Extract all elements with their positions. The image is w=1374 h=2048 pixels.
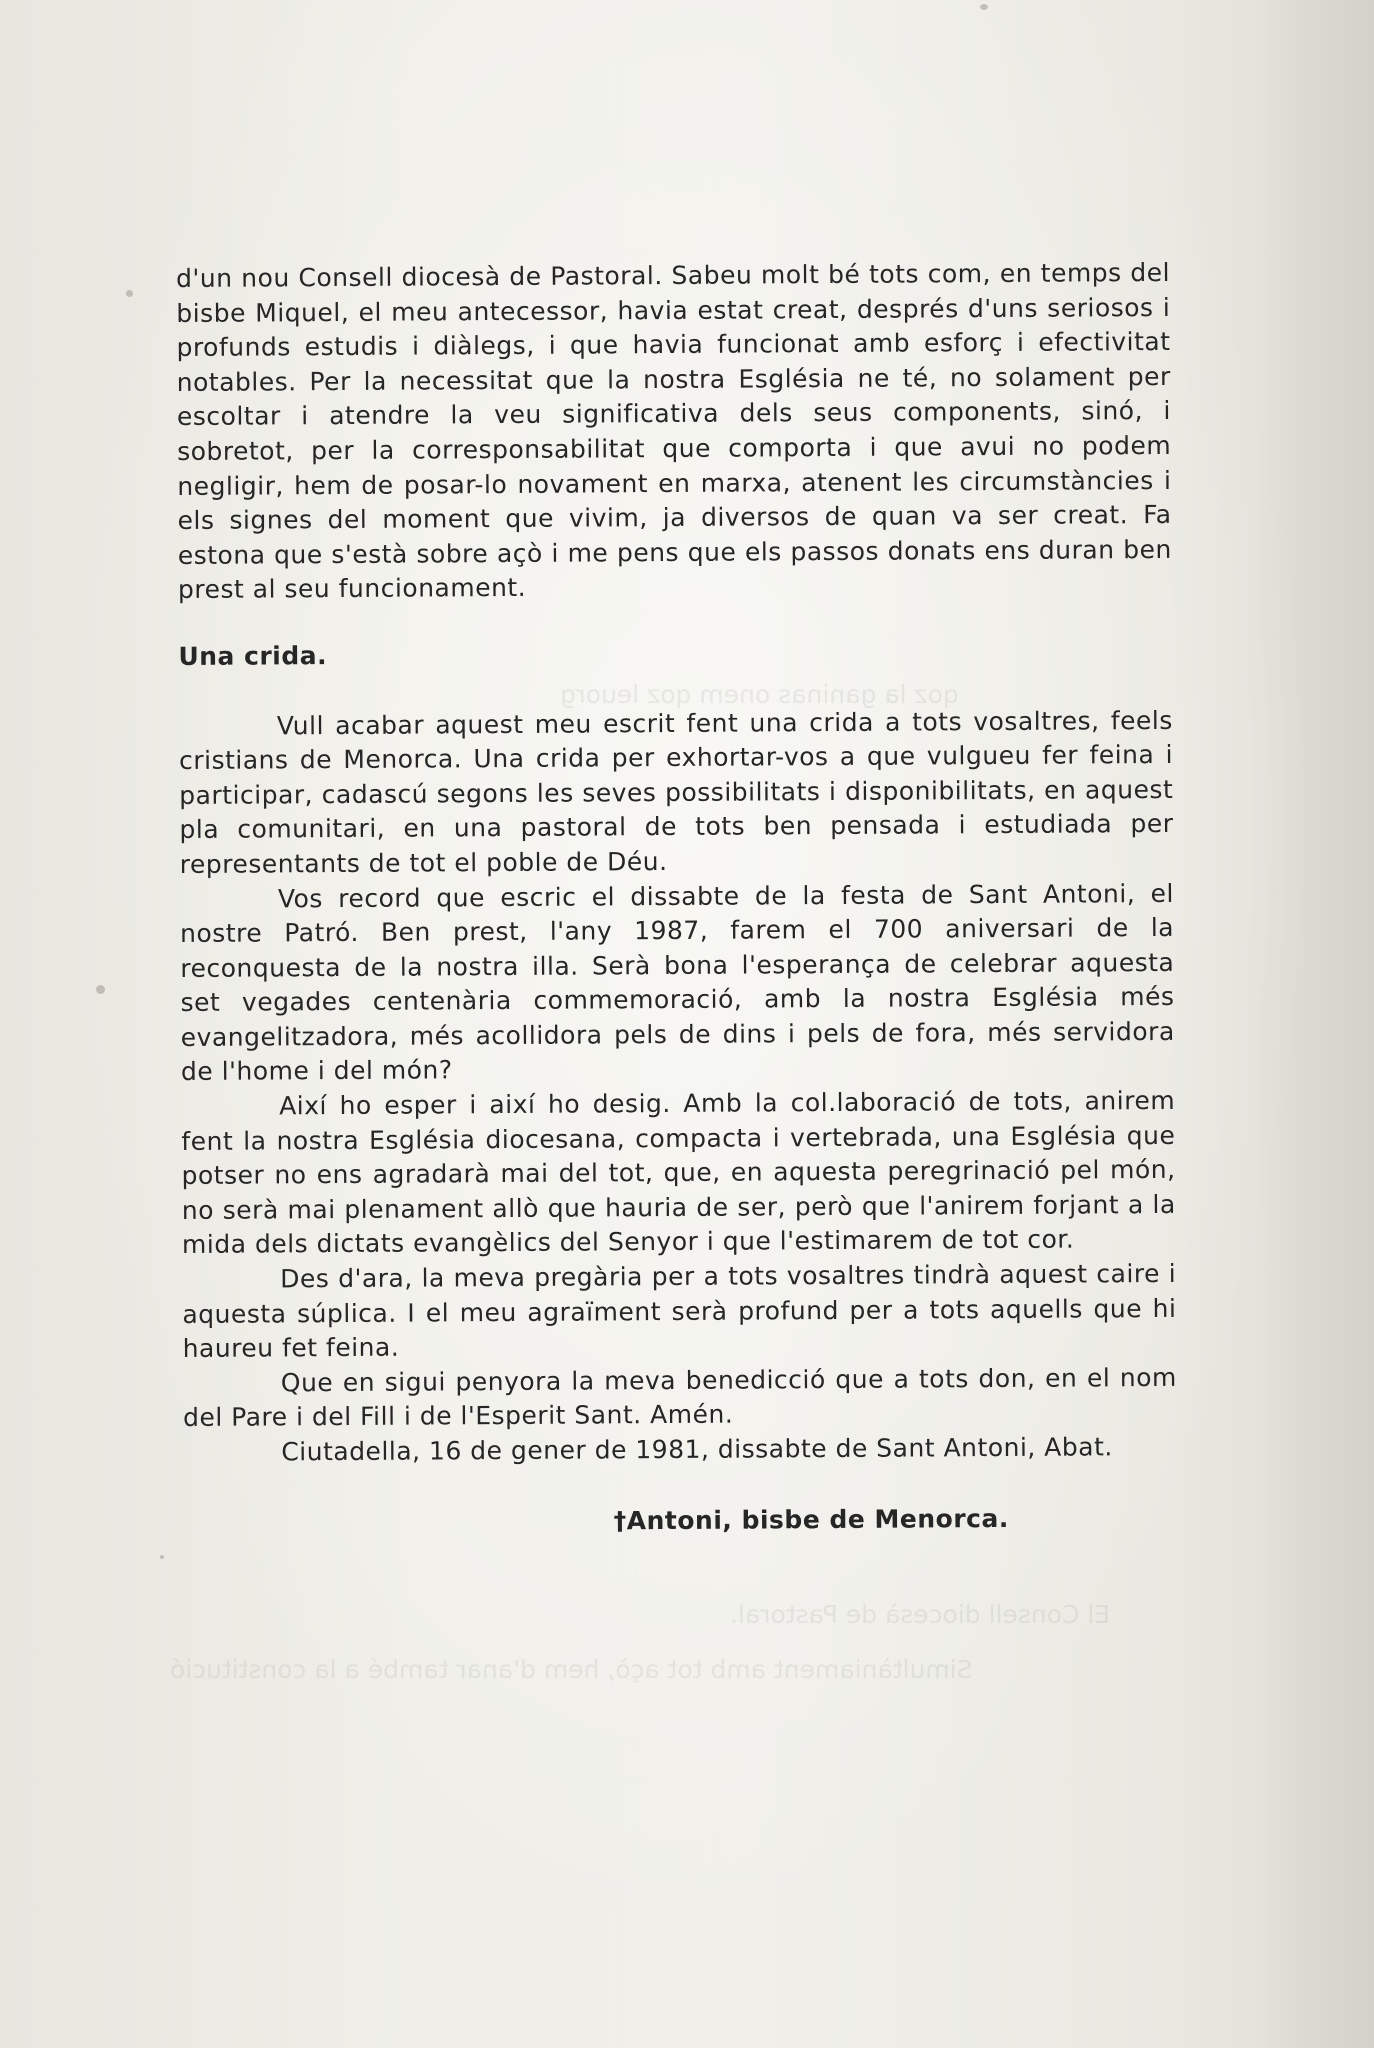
paper-speck	[96, 985, 105, 994]
paragraph-blessing: Que en sigui penyora la meva benedicció que a tots don, en el nom del Pare i del Fill i de l'Esperit Sant. Amén.	[182, 1362, 1177, 1433]
dateline: Ciutadella, 16 de gener de 1981, dissabte de Sant Antoni, Abat.	[281, 1432, 1113, 1467]
paragraph-anniversary: Vos record que escric el dissabte de la festa de Sant Antoni, el nostre Patró. Ben prest, l'any 1987, farem el 700 aniversari de la reconquesta de la nostra illa. Serà bona l'esperança de celebrar aquesta set vegades centenària commemoració, amb la nostra Església més evangelitzadora, més acollidora pels de dins i pels de fora, més servidora de l'home i del món?	[180, 878, 1175, 1087]
paper-speck	[160, 1555, 164, 1559]
paragraph-call: Vull acabar aquest meu escrit fent una crida a tots vosaltres, feels cristians de Menorca. Una crida per exhortar-vos a que vulgueu fer feina i participar, cadascú segons les seves possibilitats i disponibilitats, en aquest pla comunitari, en una pastoral de tots ben pensada i estudiada per representants de tot el poble de Déu.	[178, 705, 1174, 879]
section-heading: Una crida.	[178, 641, 328, 671]
intro-paragraph: d'un nou Consell diocesà de Pastoral. Sabeu molt bé tots com, en temps del bisbe Miquel, el meu antecessor, havia estat creat, després d'uns seriosos i profunds estudis i diàlegs, i que havia funcionat amb esforç i efectivitat notables. Per la necessitat que la nostra Església ne té, no solament per escoltar i atendre la veu significativa dels seus components, sinó, i sobretot, per la corresponsabilitat que comporta i que avui no podem negligir, hem de posar-lo novament en marxa, atenent les circumstàncies i els signes del moment que vivim, ja diversos de quan va ser creat. Fa estona que s'està sobre açò i me pens que els passos donats ens duran ben prest al seu funcionament.	[176, 257, 1172, 605]
bleed-through-line: qoz la ganinas onem qoz leuorg	[560, 680, 959, 709]
letter-body	[176, 256, 1178, 1541]
paper-speck	[980, 4, 988, 10]
bleed-through-line: El Consell diocesà de Pastoral.	[730, 1600, 1111, 1629]
paragraph-prayer: Des d'ara, la meva pregària per a tots vosaltres tindrà aquest caire i aquesta súplica. I el meu agraïment serà profund per a tots aquells que hi haureu fet feina.	[182, 1258, 1177, 1364]
signature: †Antoni, bisbe de Menorca.	[613, 1503, 1009, 1535]
bleed-through-line: Simultàniament amb tot açò, hem d'anar també a la constitució	[170, 1655, 973, 1684]
paper-speck	[126, 290, 133, 297]
paragraph-hope: Així ho esper i així ho desig. Amb la col.laboració de tots, anirem fent la nostra Església diocesana, compacta i vertebrada, una Església que potser no ens agradarà mai del tot, que, en aquesta peregrinació pel món, no serà mai plenament allò que hauria de ser, però que l'anirem forjant a la mida dels dictats evangèlics del Senyor i que l'estimarem de tot cor.	[181, 1085, 1176, 1260]
